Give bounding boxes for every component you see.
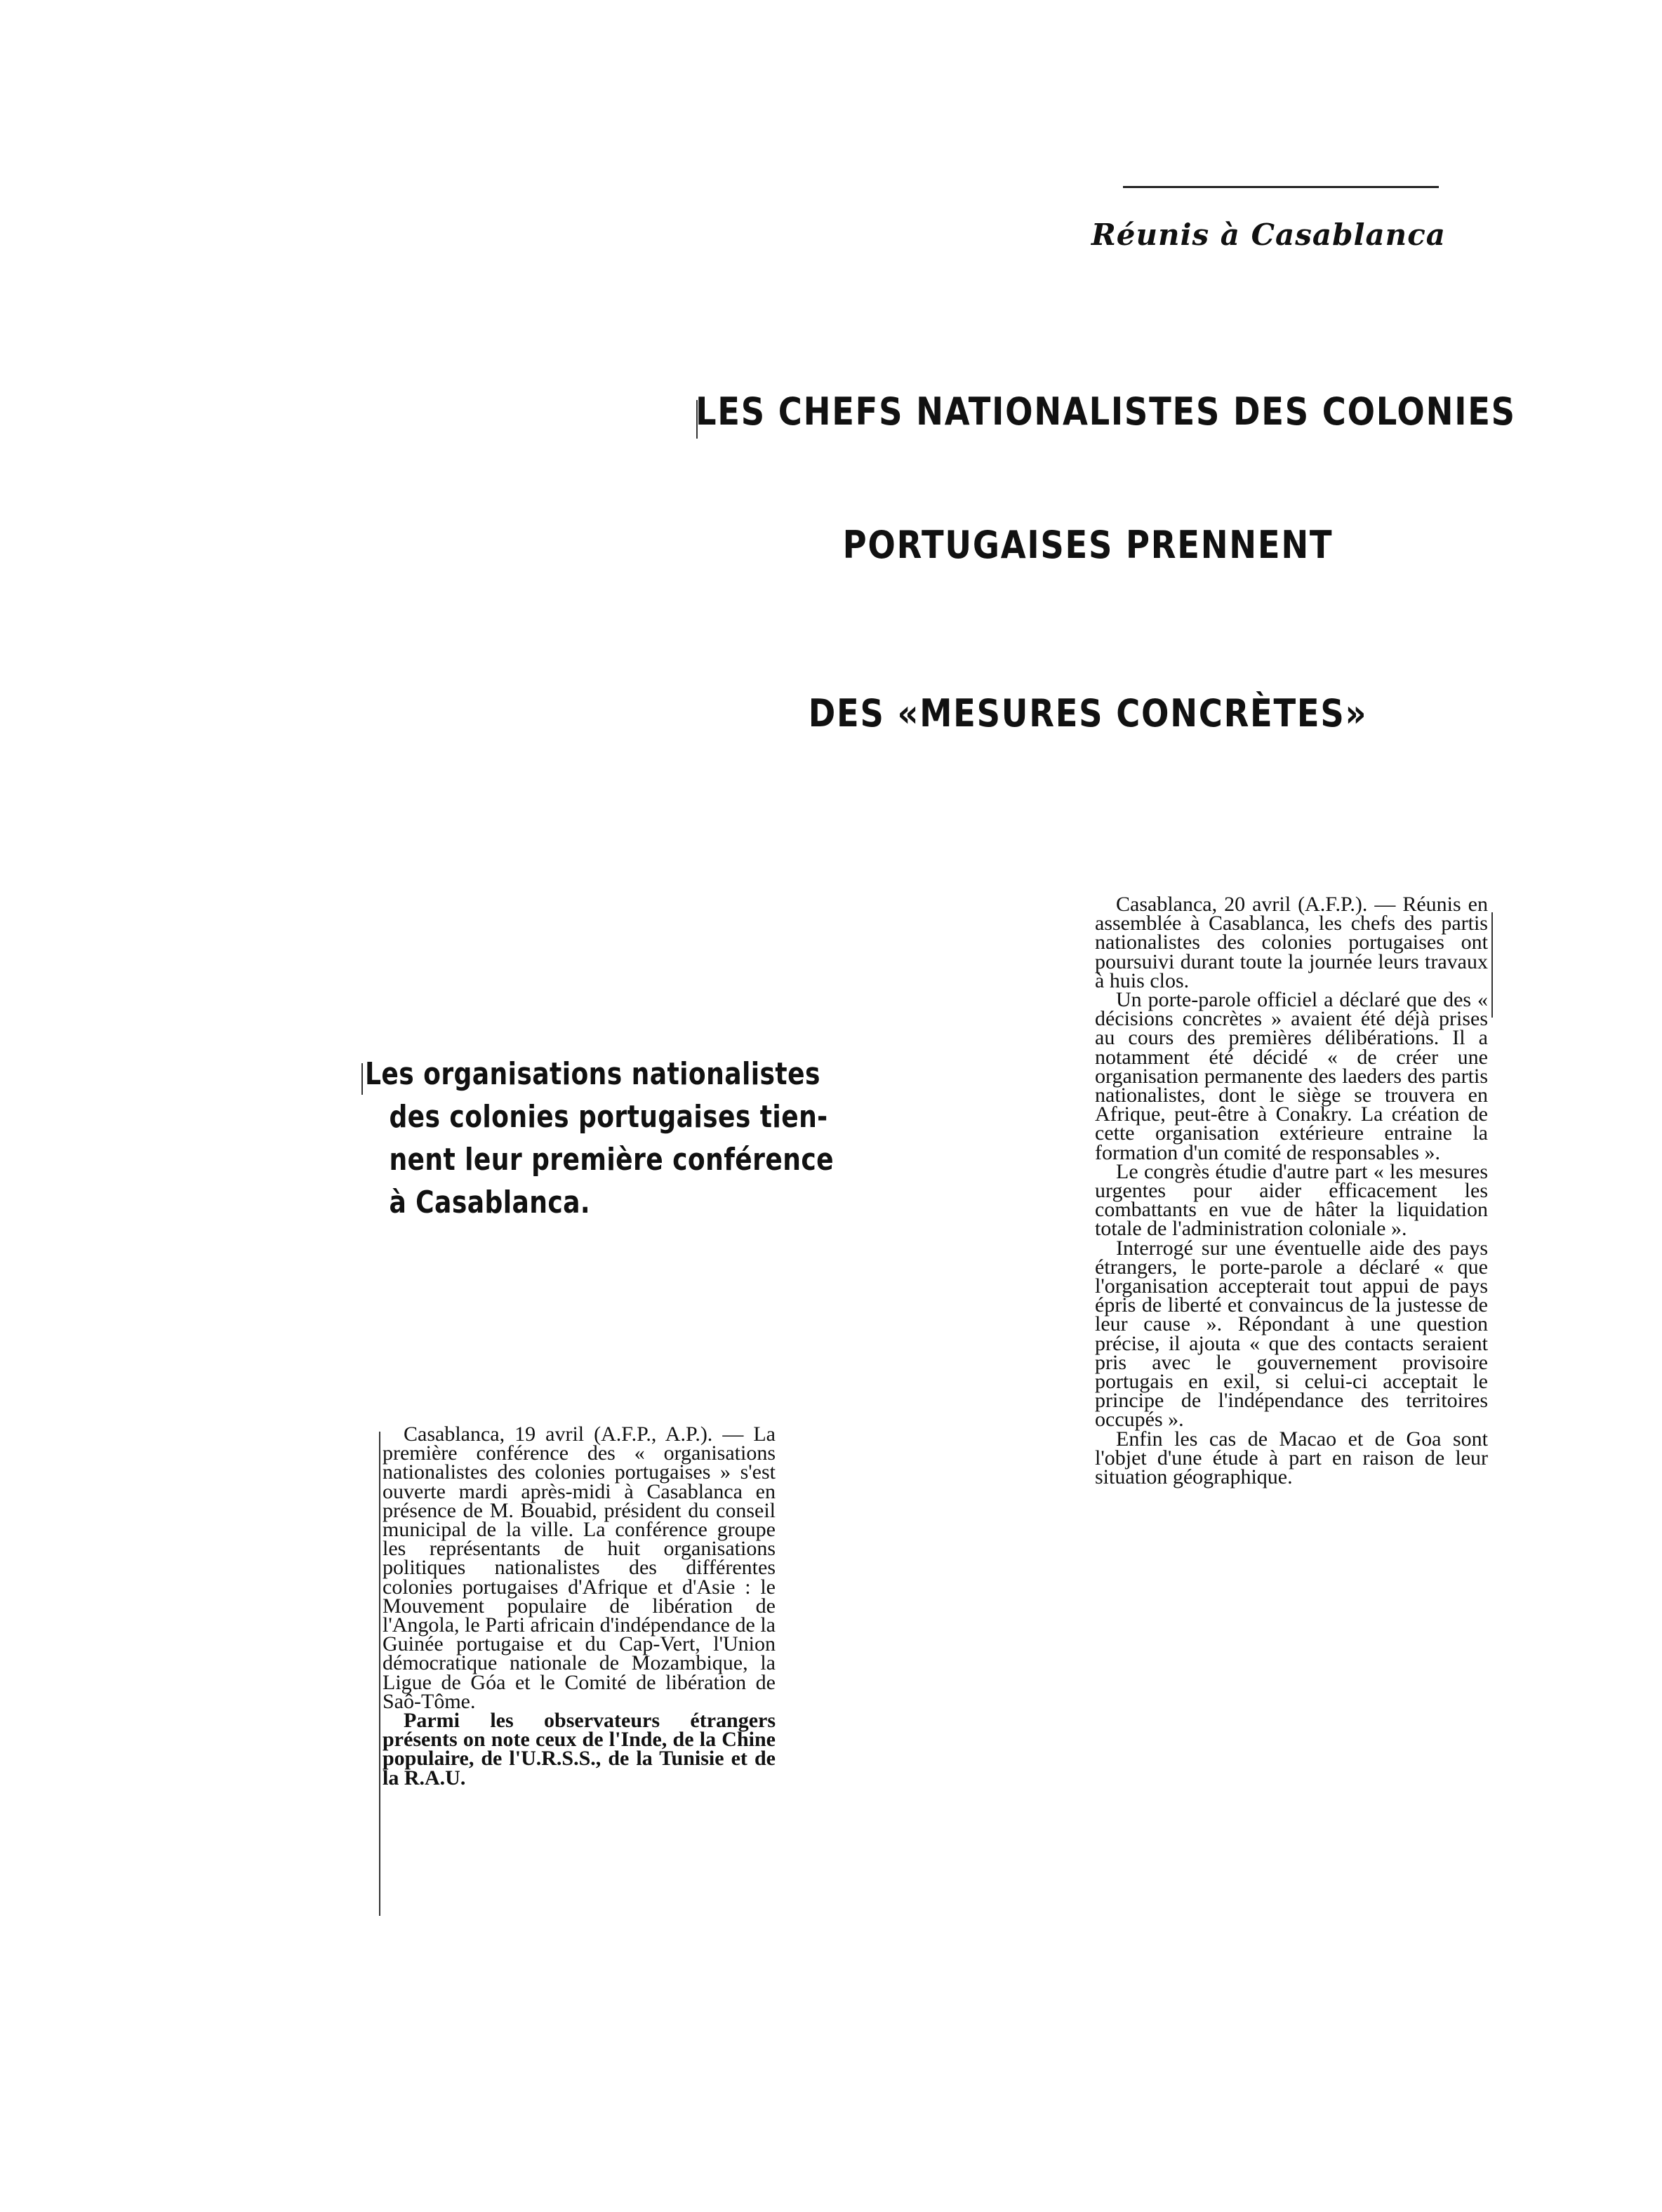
right-article-paragraph-2: Un porte-parole officiel a déclaré que des « décisions concrètes » avaient été déjà prises au cours des premières délibérations. Il a notamment été décidé « de créer une organisation permanente des laeders des partis nationalistes, dont le siège se trouvera en Afrique, peut-être à Conakry. La création de cette organisation extérieure entraine la formation d'un comité de responsables ». bbox=[1095, 988, 1488, 1164]
kicker: Réunis à Casablanca bbox=[1091, 218, 1446, 252]
right-article-paragraph-1: Casablanca, 20 avril (A.F.P.). — Réunis en assemblée à Casablanca, les chefs des partis nationalistes des colonies portugaises ont poursuivi durant toute la journée leurs travaux à huis clos. bbox=[1095, 893, 1488, 992]
kicker-rule bbox=[1123, 186, 1439, 188]
right-article bbox=[1095, 893, 1488, 1489]
right-article-paragraph-3: Le congrès étudie d'autre part « les mesures urgentes pour aider efficacement les combattants en vue de hâter la liquidation totale de l'administration coloniale ». bbox=[1095, 1159, 1488, 1241]
subhead-line-1: Les organisations nationalistes bbox=[365, 1056, 820, 1092]
subhead-line-4: à Casablanca. bbox=[389, 1185, 591, 1220]
subhead-line-2: des colonies portugaises tien- bbox=[389, 1099, 828, 1135]
right-article-paragraph-5: Enfin les cas de Macao et de Goa sont l'objet d'une étude à part en raison de leur situation géographique. bbox=[1095, 1427, 1488, 1489]
headline-line-1: LES CHEFS NATIONALISTES DES COLONIES bbox=[696, 389, 1516, 434]
left-article-paragraph-1: Casablanca, 19 avril (A.F.P., A.P.). — La première conférence des « organisations nationalistes des colonies portugaises » s'est ouverte mardi après-midi à Casablanca en présence de M. Bouabid, président du conseil municipal de la ville. La conférence groupe les représentants de huit organisations politiques nationalistes des différentes colonies portugaises d'Afrique et d'Asie : le Mouvement populaire de libération de l'Angola, le Parti africain d'indépendance de la Guinée portugaise et du Cap-Vert, l'Union démocratique nationale de Mozambique, la Ligue de Góa et le Comité de libération de Saô-Tôme. bbox=[383, 1423, 776, 1713]
left-article-paragraph-2: Parmi les observateurs étrangers présents on note ceux de l'Inde, de la Chine populaire, de l'U.R.S.S., de la Tunisie et de la R.A.U. bbox=[383, 1709, 776, 1790]
headline-line-2: PORTUGAISES PRENNENT bbox=[842, 523, 1334, 567]
left-article-margin-mark bbox=[379, 1432, 380, 1916]
headline-line-3: DES «MESURES CONCRÈTES» bbox=[808, 691, 1368, 735]
right-article-paragraph-4: Interrogé sur une éventuelle aide des pays étrangers, le porte-parole a déclaré « que l'organisation accepterait tout appui de pays épris de liberté et convaincus de la justesse de leur cause ». Répondant à une question précise, il ajouta « que des contacts seraient pris avec le gouvernement provisoire portugais en exil, si celui-ci acceptait le principe de l'indépendance des territoires occupés ». bbox=[1095, 1236, 1488, 1432]
subhead-margin-mark bbox=[361, 1063, 363, 1095]
right-article-margin-mark bbox=[1491, 912, 1493, 1018]
subheadline bbox=[365, 1053, 835, 1224]
subhead-line-3: nent leur première conférence bbox=[389, 1142, 835, 1178]
left-article bbox=[383, 1423, 776, 1790]
